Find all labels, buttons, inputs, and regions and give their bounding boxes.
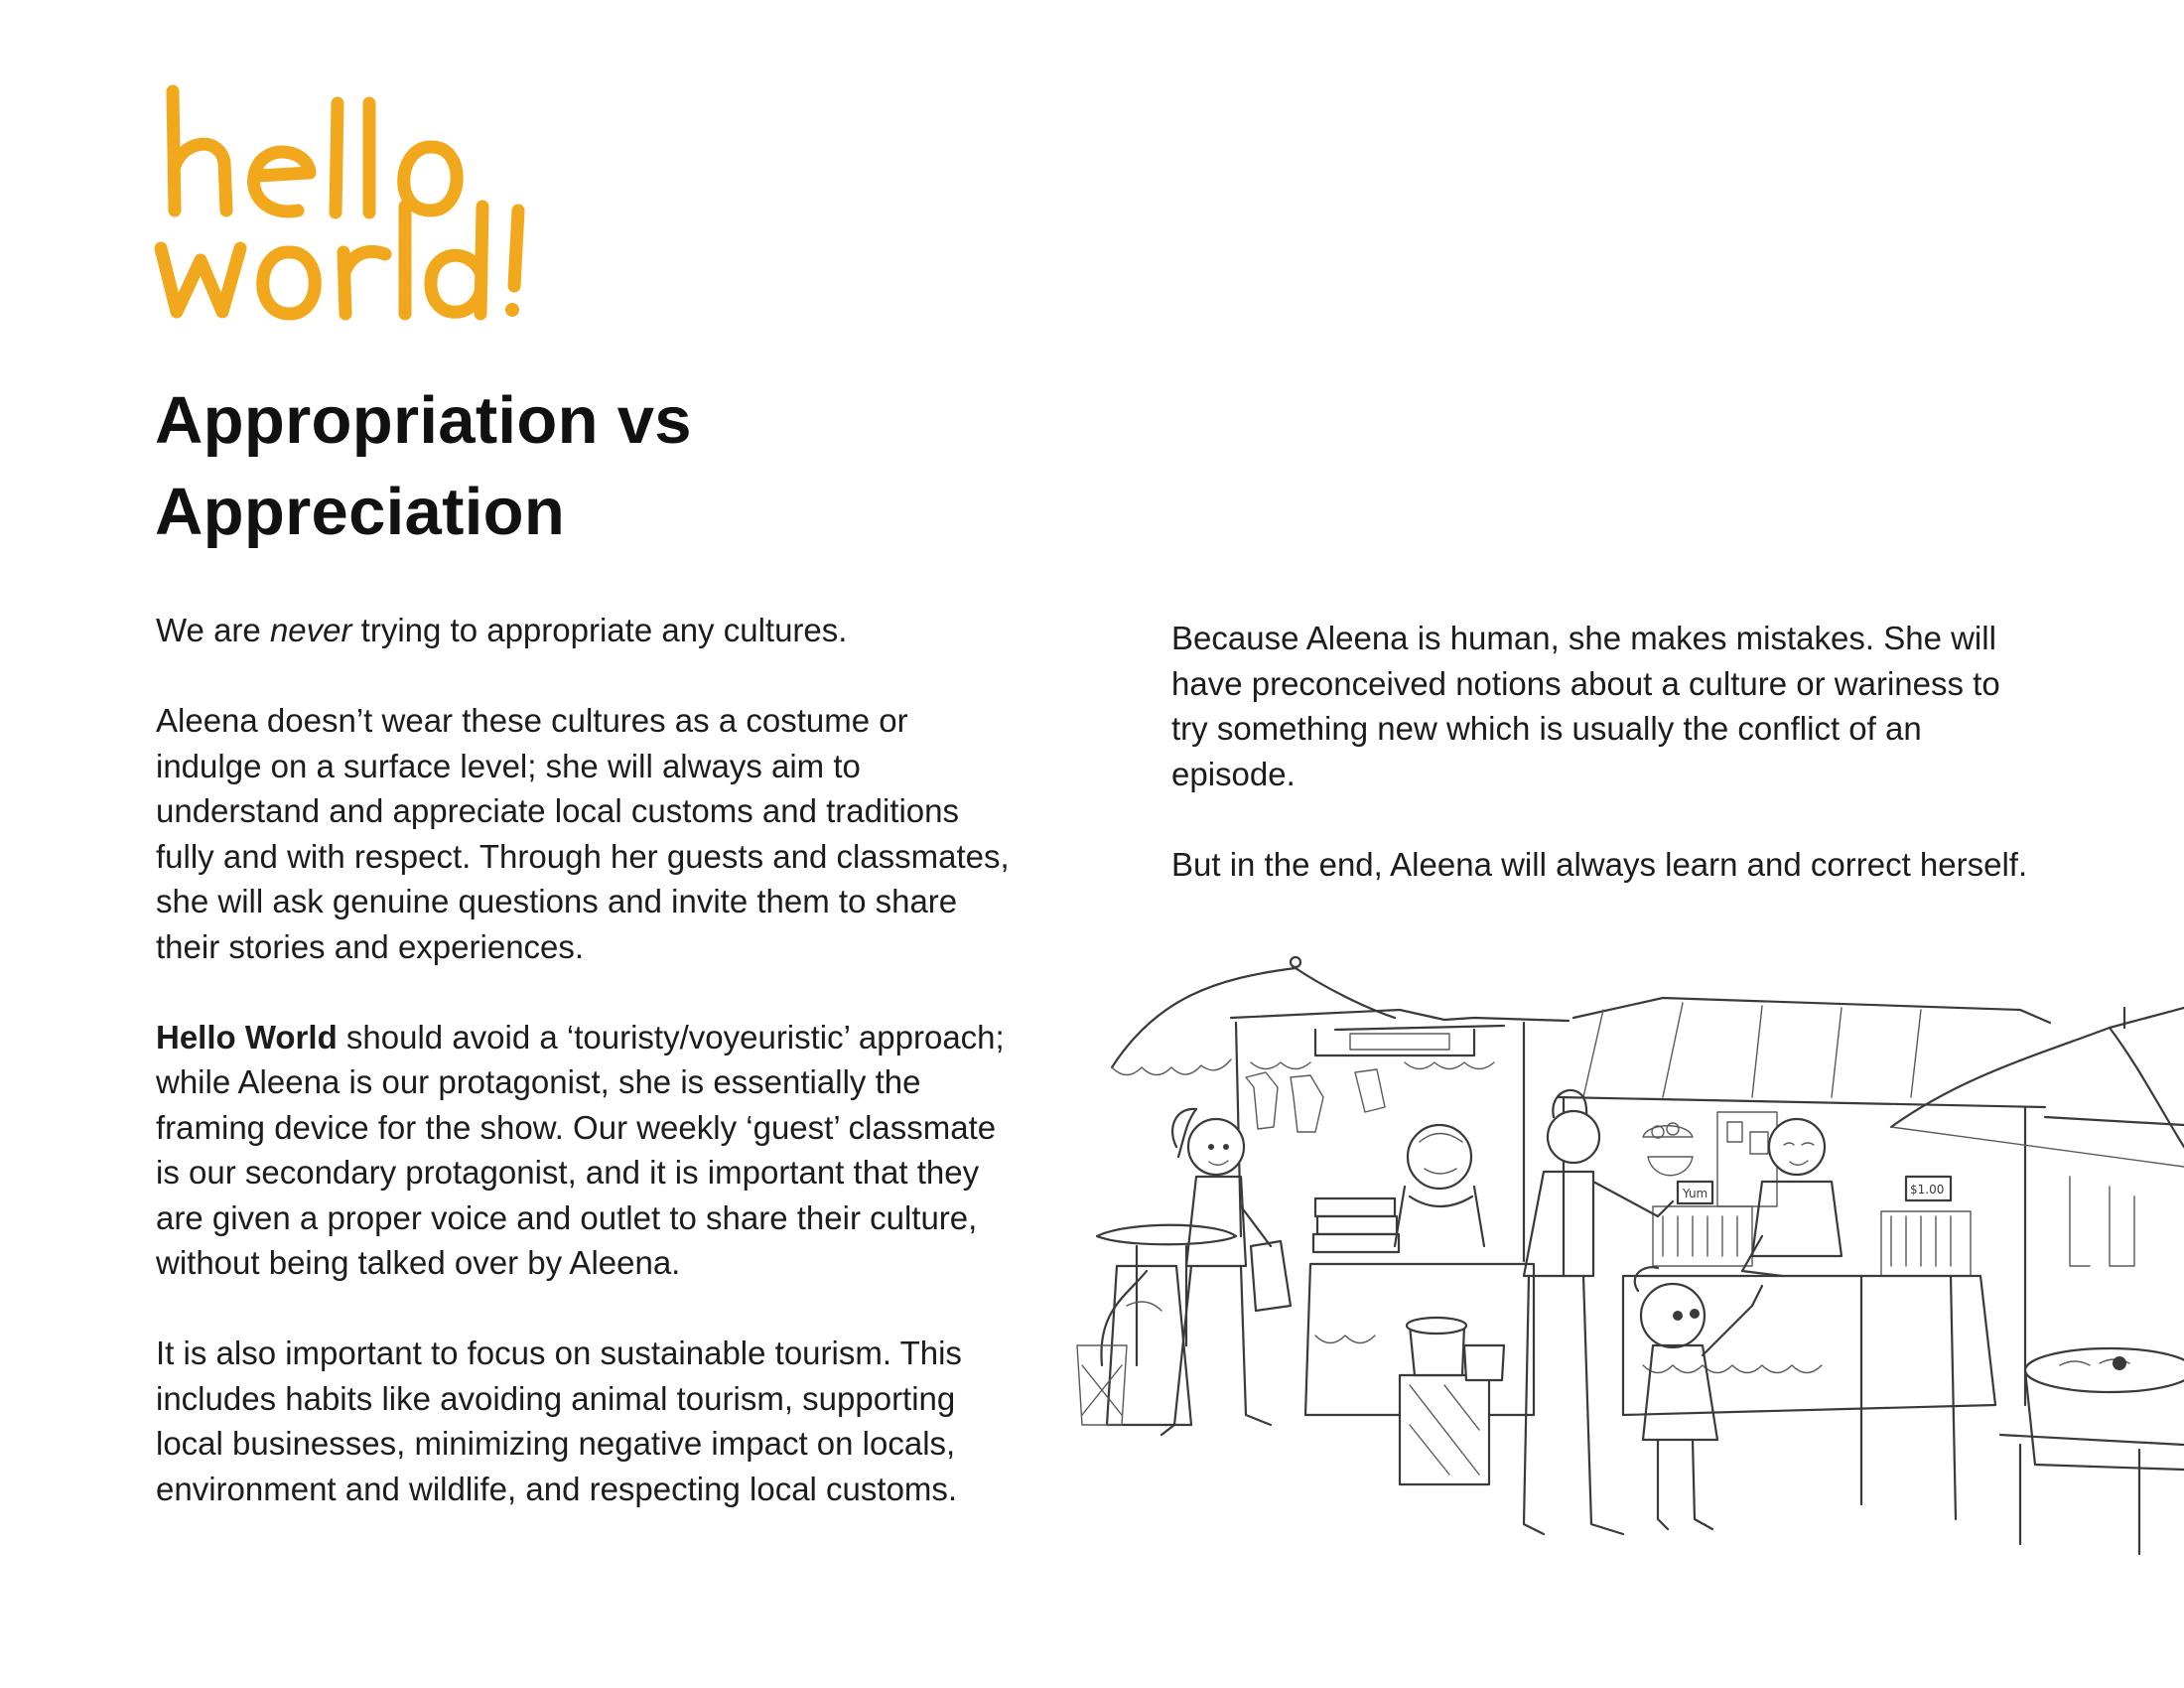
left-column — [156, 608, 1084, 1557]
hello-world-logo-icon — [149, 81, 546, 330]
paragraph-touristy-approach — [156, 1015, 1084, 1286]
sign-price: $1.00 — [1910, 1183, 1945, 1196]
p3-first-line-rest: should avoid a ‘touristy/voyeuristic’ approach; — [337, 1018, 1005, 1055]
page-title-line-1: Appropriation vs — [155, 383, 692, 458]
p3-line: without being talked over by Aleena. — [156, 1244, 681, 1281]
paragraph-learn-correct — [1171, 842, 2105, 888]
p2-line: fully and with respect. Through her guests and classmates, — [156, 837, 1010, 875]
p3-first-line — [156, 1015, 1084, 1060]
p2-line: she will ask genuine questions and invite them to share — [156, 883, 958, 919]
p4-line: It is also important to focus on sustainable tourism. This — [156, 1335, 962, 1371]
r1-line: Because Aleena is human, she makes mistakes. She will — [1171, 620, 1996, 656]
p3-line: framing device for the show. Our weekly ‘guest’ classmate — [156, 1108, 997, 1146]
market-scene-illustration — [1067, 948, 2184, 1564]
p4-line: local businesses, minimizing negative impact on locals, — [156, 1425, 956, 1462]
right-column — [1171, 616, 2105, 932]
r1-line: episode. — [1171, 755, 1296, 792]
p1-text-pre: We are — [156, 612, 270, 648]
r2-line: But in the end, Aleena will always learn and correct herself. — [1171, 845, 2028, 883]
page-title-line-2: Appreciation — [155, 475, 566, 549]
page-title — [155, 375, 1048, 558]
p2-line: indulge on a surface level; she will always aim to — [156, 747, 861, 784]
p4-line: environment and wildlife, and respecting local customs. — [156, 1470, 958, 1507]
p3-line: are given a proper voice and outlet to share their culture, — [156, 1198, 978, 1236]
p3-line: while Aleena is our protagonist, she is essentially the — [156, 1063, 921, 1100]
p2-line: understand and appreciate local customs and traditions — [156, 792, 959, 829]
market-scene-sketch-icon — [1067, 948, 2184, 1564]
p1-text-post: trying to appropriate any cultures. — [351, 612, 848, 648]
paragraph-respect — [156, 698, 1084, 969]
p2-line: Aleena doesn’t wear these cultures as a costume or — [156, 702, 908, 739]
show-name-bold: Hello World — [156, 1018, 338, 1055]
p1-emphasis: never — [269, 612, 352, 648]
p4-line: includes habits like avoiding animal tourism, supporting — [156, 1379, 956, 1417]
paragraph-sustainable-tourism — [156, 1331, 1084, 1511]
sign-yum: Yum — [1683, 1187, 1708, 1200]
r1-line: have preconceived notions about a culture or wariness to — [1171, 664, 2000, 702]
paragraph-mistakes — [1171, 616, 2105, 796]
r1-line: try something new which is usually the conflict of an — [1171, 710, 1922, 747]
p2-line: their stories and experiences. — [156, 927, 585, 965]
p3-line: is our secondary protagonist, and it is important that they — [156, 1154, 980, 1191]
hello-world-logo — [149, 81, 546, 330]
paragraph-never-appropriate — [156, 608, 1084, 653]
